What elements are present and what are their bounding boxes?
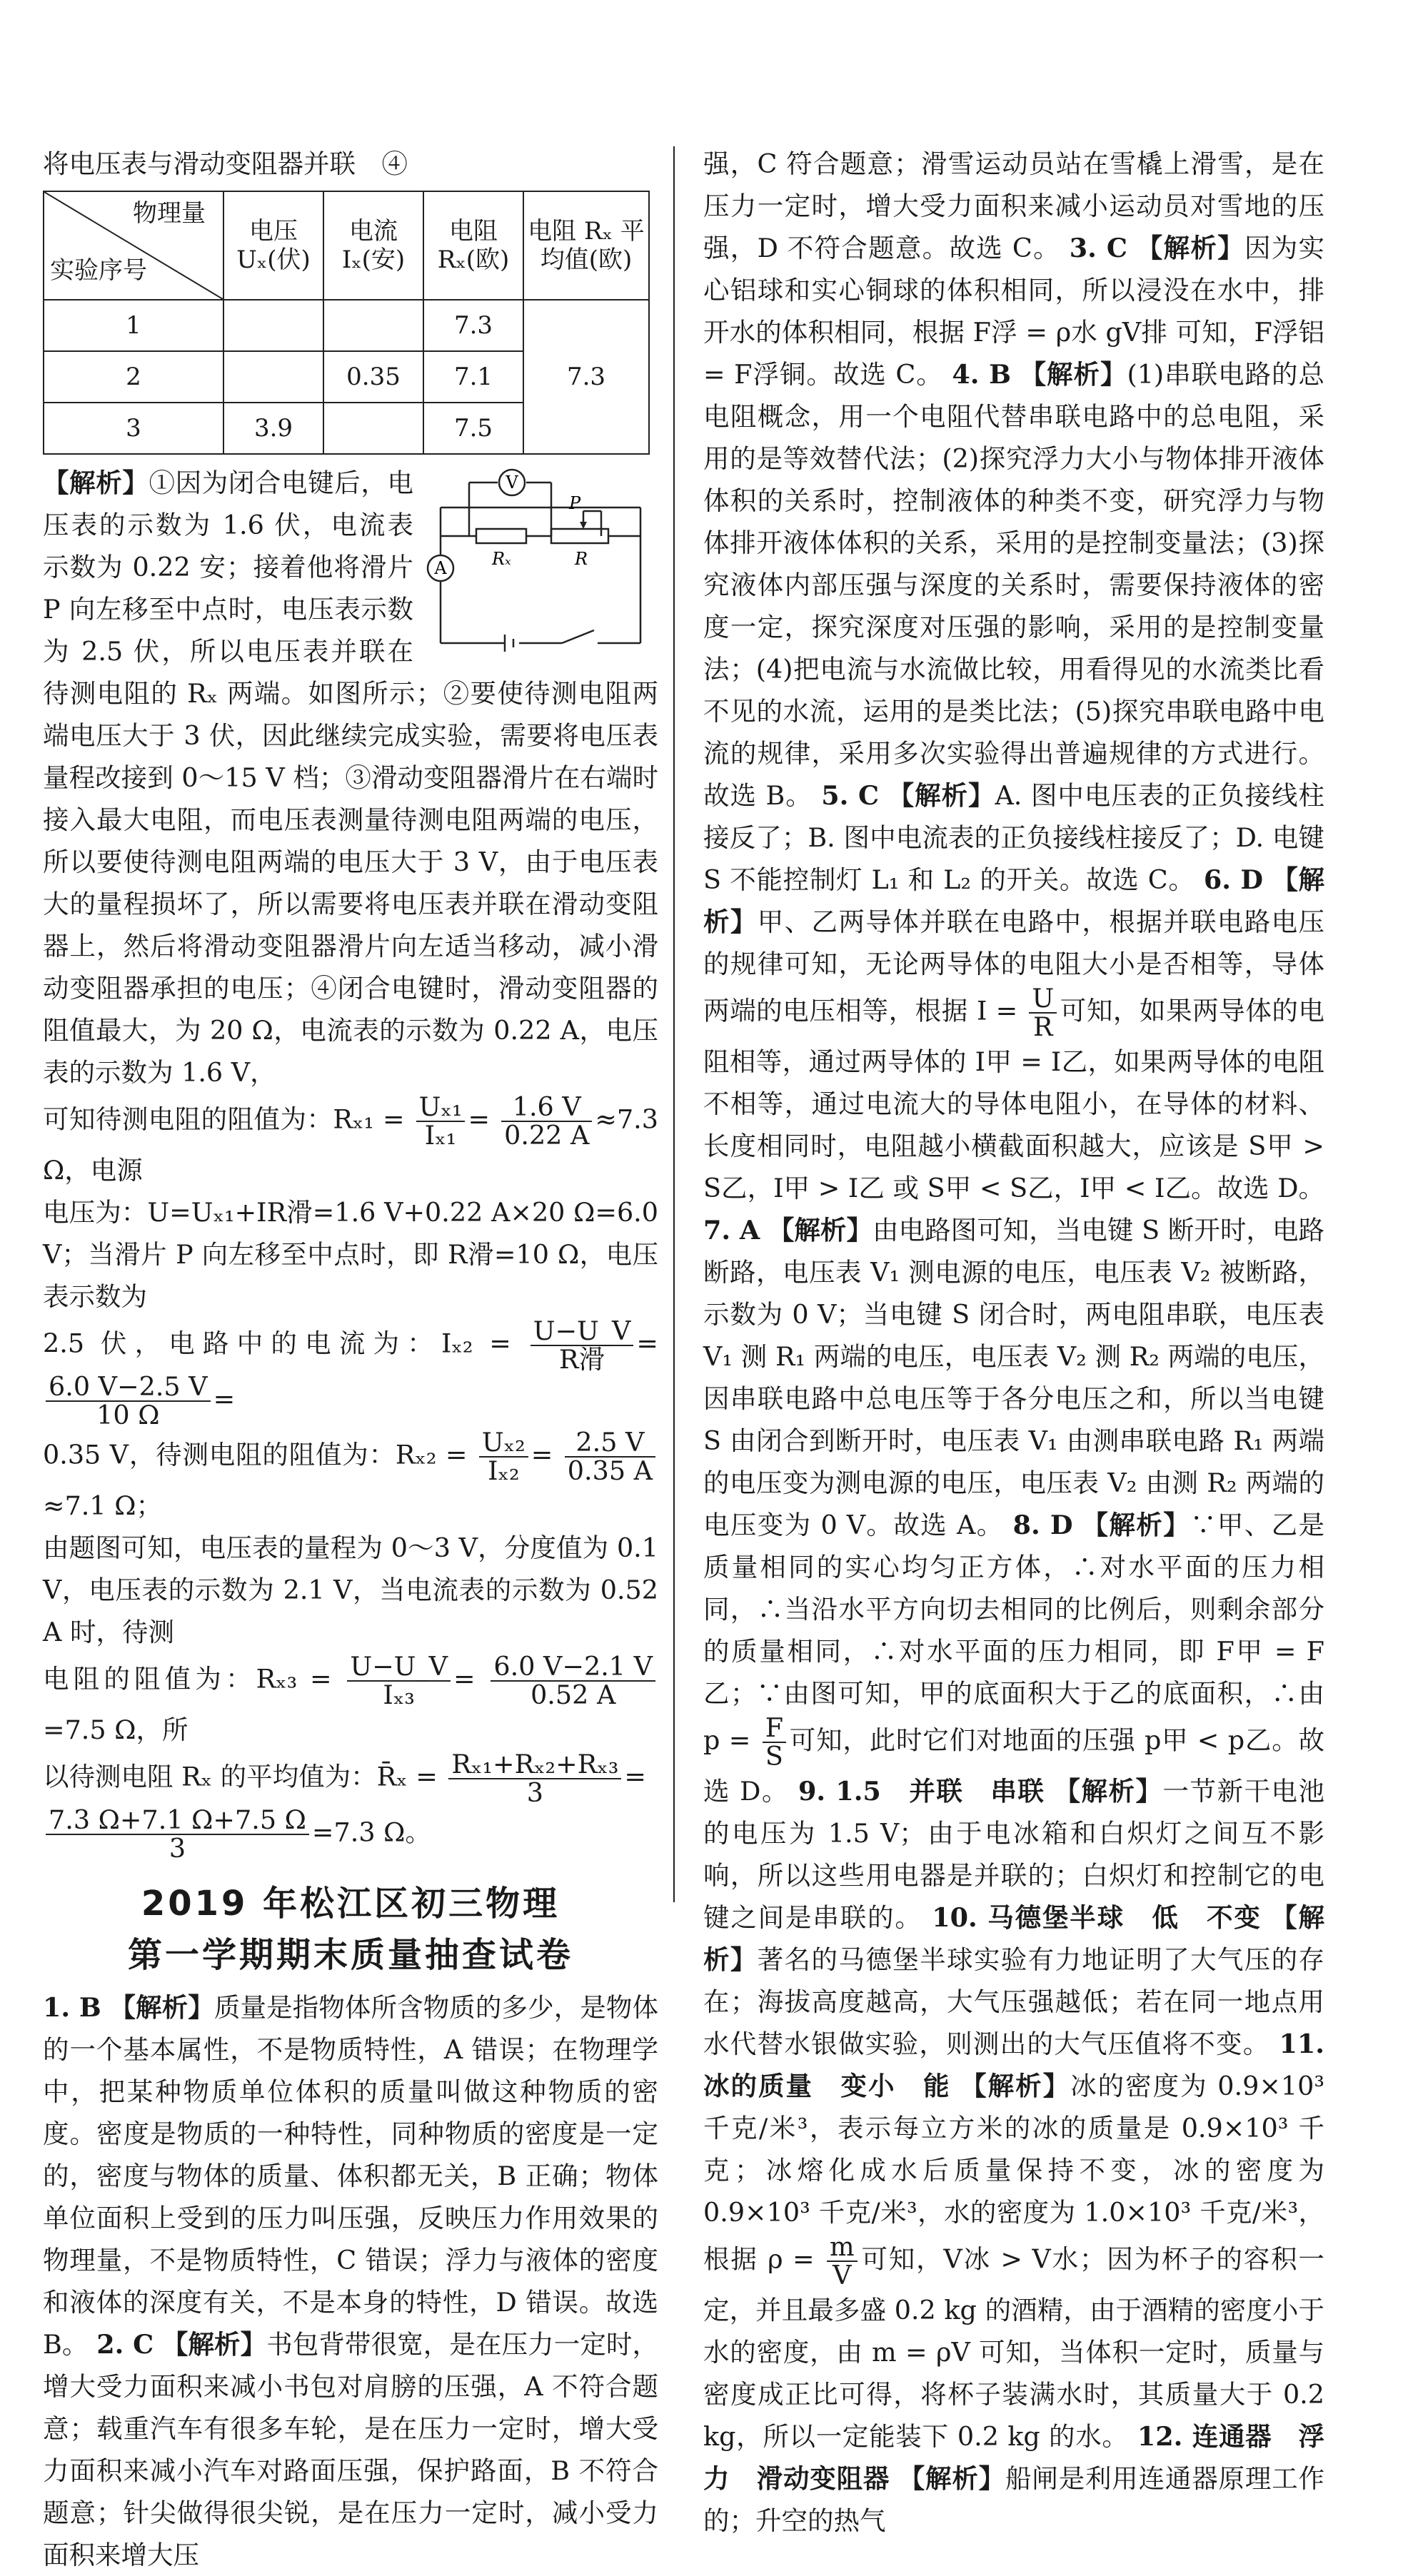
title-line-1: 2019 年松江区初三物理 <box>141 1884 560 1924</box>
intro-line: 将电压表与滑动变阻器并联 ④ <box>43 148 408 179</box>
ammeter-label: A <box>434 558 447 578</box>
cell <box>223 351 323 403</box>
title-line-2: 第一学期期末质量抽查试卷 <box>127 1935 573 1975</box>
cell: 0.35 <box>323 351 423 403</box>
header-seq: 实验序号 <box>50 256 147 285</box>
equation-ix2: 2.5 伏，电路中的电流为：Iₓ₂ = $\frac{U-U\_V}{\text{R滑}}$ = $\frac{6.0 V-2.5 V}{10 \Omega}$ = <box>43 1315 658 1430</box>
analysis-paragraph-3: 由题图可知，电压表的量程为 0～3 V，分度值为 0.1 V，电压表的示数为 2.1 V，当电流表的示数为 0.52 A 时，待测 <box>43 1532 658 1647</box>
slider-label: P <box>569 493 581 513</box>
exam-title <box>43 1878 658 1981</box>
cell: 7.3 <box>423 300 523 351</box>
data-table <box>43 191 650 455</box>
equation-average-result: $\frac{7.3 \Omega+7.1 \Omega+7.5 \Omega}{3}$ =7.3 Ω。 <box>43 1807 658 1862</box>
cell: 3.9 <box>223 403 323 454</box>
header-average: 电阻 Rₓ 平均值(欧) <box>523 191 649 300</box>
voltmeter-label: V <box>506 473 518 493</box>
header-resistance: 电阻 Rₓ(欧) <box>423 191 523 300</box>
equation-rx3: 电阻的阻值为：Rₓ₃ = $\frac{U-U\_V}{\text{Iₓ₃}}$ = $\frac{6.0 V-2.1 V}{0.52 A}$ =7.5 Ω，所 <box>43 1653 658 1751</box>
average-cell: 7.3 <box>523 300 649 454</box>
cell: 2 <box>44 351 223 403</box>
rx-label: Rₓ <box>492 549 511 569</box>
right-column <box>703 143 1324 2542</box>
cell: 1 <box>44 300 223 351</box>
diagonal-header-cell <box>44 191 223 300</box>
cell: 7.5 <box>423 403 523 454</box>
cell: 7.1 <box>423 351 523 403</box>
answers-paragraph: 强，C 符合题意；滑雪运动员站在雪橇上滑雪，是在压力一定时，增大受力面积来减小运动员对雪地的压强，D 不符合题意。故选 C。 3. C 【解析】因为实心铝球和实心铜球的体积相同，所以浸没在水中，排开水的体积相同，根据 F浮 = ρ水 gV排 可知，F浮铝 = F浮铜。故选 C。 4. B 【解析】(1)串联电路的总电阻概念，用一个电阻代替串联电路中的总电阻，采用的是等效替代法；(2)探究浮力大小与物体排开液体体积的关系时，控制液体的种类不变，研究浮力与物体排开液体体积的关系，采用的是控制变量法；(3)探究液体内部压强与深度的关系时，需要保持液体的密度一定，探究深度对压强的影响，采用的是控制变量法；(4)把电流与水流做比较，用看得见的水流类比看不见的水流，运用的是类比法；(5)探究串联电路中电流的规律，采用多次实验得出普遍规律的方式进行。故选 B。 5. C 【解析】A. 图中电压表的正负接线柱接反了；B. 图中电流表的正负接线柱接反了；D. 电键 S 不能控制灯 L₁ 和 L₂ 的开关。故选 C。 6. D 【解析】甲、乙两导体并联在电路中，根据并联电路电压的规律可知，无论两导体的电阻大小是否相等，导体两端的电压相等，根据 I = $\frac{U}{R}$ 可知，如果两导体的电阻相等，通过两导体的 I甲 = I乙，如果两导体的电阻不相等，通过电流大的导体电阻小，在导体的材料、长度相同时，电阻越小横截面积越大，应该是 S甲 > S乙，I甲 > I乙 或 S甲 < S乙，I甲 < I乙。故选 D。 7. A 【解析】由电路图可知，当电键 S 断开时，电路断路，电压表 V₁ 测电源的电压，电压表 V₂ 被断路，示数为 0 V；当电键 S 闭合时，两电阻串联，电压表 V₁ 测 R₁ 两端的电压，电压表 V₂ 测 R₂ 两端的电压，因串联电路中总电压等于各分电压之和，所以当电键 S 由闭合到断开时，电压表 V₁ 由测串联电路 R₁ 两端的电压变为测电源的电压，电压表 V₂ 由测 R₂ 两端的电压变为 0 V。故选 A。 8. D 【解析】∵甲、乙是质量相同的实心均匀正方体，∴对水平面的压力相同，∴当沿水平方向切去相同的比例后，则剩余部分的质量相同，∴对水平面的压力相同，即 F甲 = F乙；∵由图可知，甲的底面积大于乙的底面积，∴由 p = $\frac{F}{S}$ 可知，此时它们对地面的压强 p甲 < p乙。故选 D。 9. 1.5 并联 串联 【解析】一节新干电池的电压为 1.5 V；由于电冰箱和白炽灯之间互不影响，所以这些用电器是并联的；白炽灯和控制它的电键之间是串联的。 10. 马德堡半球 低 不变 【解析】著名的马德堡半球实验有力地证明了大气压的存在；海拔高度越高，大气压强越低；若在同一地点用水代替水银做实验，则测出的大气压值将不变。 11. 冰的质量 变小 能 【解析】冰的密度为 0.9×10³ 千克/米³，表示每立方米的冰的质量是 0.9×10³ 千克；冰熔化成水后质量保持不变，冰的密度为 0.9×10³ 千克/米³，水的密度为 1.0×10³ 千克/米³，根据 ρ = $\frac{m}{V}$ 可知，V冰 > V水；因为杯子的容积一定，并且最多盛 0.2 kg 的酒精，由于酒精的密度小于水的密度，由 m = ρV 可知，当体积一定时，质量与密度成正比可得，将杯子装满水时，其质量大于 0.2 kg，所以一定能装下 0.2 kg 的水。 12. 连通器 浮力 滑动变阻器 【解析】船闸是利用连通器原理工作的；升空的热气 <box>703 148 1325 2536</box>
question-1: 1. B 【解析】质量是指物体所含物质的多少，是物体的一个基本属性，不是物质特性，A 错误；在物理学中，把某种物质单位体积的质量叫做这种物质的密度。密度是物质的一种特性，同种物质的密度是一定的，密度与物体的质量、体积都无关，B 正确；物体单位面积上受到的压力叫压强，反映压力作用效果的物理量，不是物质特性，C 错误；浮力与液体的密度和液体的深度有关，不是本身的特性，D 错误。故选 B。 2. C 【解析】书包背带很宽，是在压力一定时，增大受力面积来减小书包对肩膀的压强，A 不符合题意；载重汽车有很多车轮，是在压力一定时，增大受力面积来减小汽车对路面压强，保护路面，B 不符合题意；针尖做得很尖锐，是在压力一定时，减小受力面积来增大压 <box>43 1992 659 2570</box>
analysis-paragraph: 【解析】①因为闭合电键后，电压表的示数为 1.6 伏，电流表示数为 0.22 安；接着他将滑片 P 向左移至中点时，电压表示数为 2.5 伏，所以电压表并联在待测电阻的 Rₓ 两端。如图所示；②要使待测电阻两端电压大于 3 伏，因此继续完成实验，需要将电压表量程改接到 0～15 V 档；③滑动变阻器滑片在右端时接入最大电阻，而电压表测量待测电阻两端的电压，所以要使待测电阻两端的电压大于 3 V，由于电压表大的量程损坏了，所以需要将电压表并联在滑动变阻器上，然后将滑动变阻器滑片向左适当移动，减小滑动变阻器承担的电压；④闭合电键时，滑动变阻器的阻值最大，为 20 Ω，电流表的示数为 0.22 A，电压表的示数为 1.6 V， <box>43 468 658 1088</box>
header-current: 电流 Iₓ(安) <box>323 191 423 300</box>
r-label: R <box>575 549 588 569</box>
equation-rx1: 可知待测电阻的阻值为：Rₓ₁ = $\frac{\text{Uₓ₁}}{\text{Iₓ₁}}$ = $\frac{1.6 V}{0.22 A}$ ≈7.3 Ω，电源 <box>43 1091 658 1186</box>
header-quantity: 物理量 <box>133 199 206 228</box>
column-divider <box>673 146 675 1902</box>
cell: 3 <box>44 403 223 454</box>
left-column <box>43 143 658 2576</box>
equation-average: 以待测电阻 Rₓ 的平均值为：R̄ₓ = $\frac{\text{Rₓ₁+Rₓ₂+Rₓ₃}}{3}$ = <box>43 1749 646 1808</box>
circuit-diagram <box>426 465 658 657</box>
cell <box>223 300 323 351</box>
analysis-paragraph-2: 电压为：U=Uₓ₁+IR滑=1.6 V+0.22 A×20 Ω=6.0 V；当滑片 P 向左移至中点时，即 R滑=10 Ω，电压表示数为 <box>43 1197 658 1312</box>
cell <box>323 300 423 351</box>
cell <box>323 403 423 454</box>
table-row <box>44 300 649 351</box>
equation-rx2: 0.35 V，待测电阻的阻值为：Rₓ₂ = $\frac{\text{Uₓ₂}}{\text{Iₓ₂}}$ = $\frac{2.5 V}{0.35 A}$ ≈7.1 Ω； <box>43 1429 658 1527</box>
header-voltage: 电压 Uₓ(伏) <box>223 191 323 300</box>
